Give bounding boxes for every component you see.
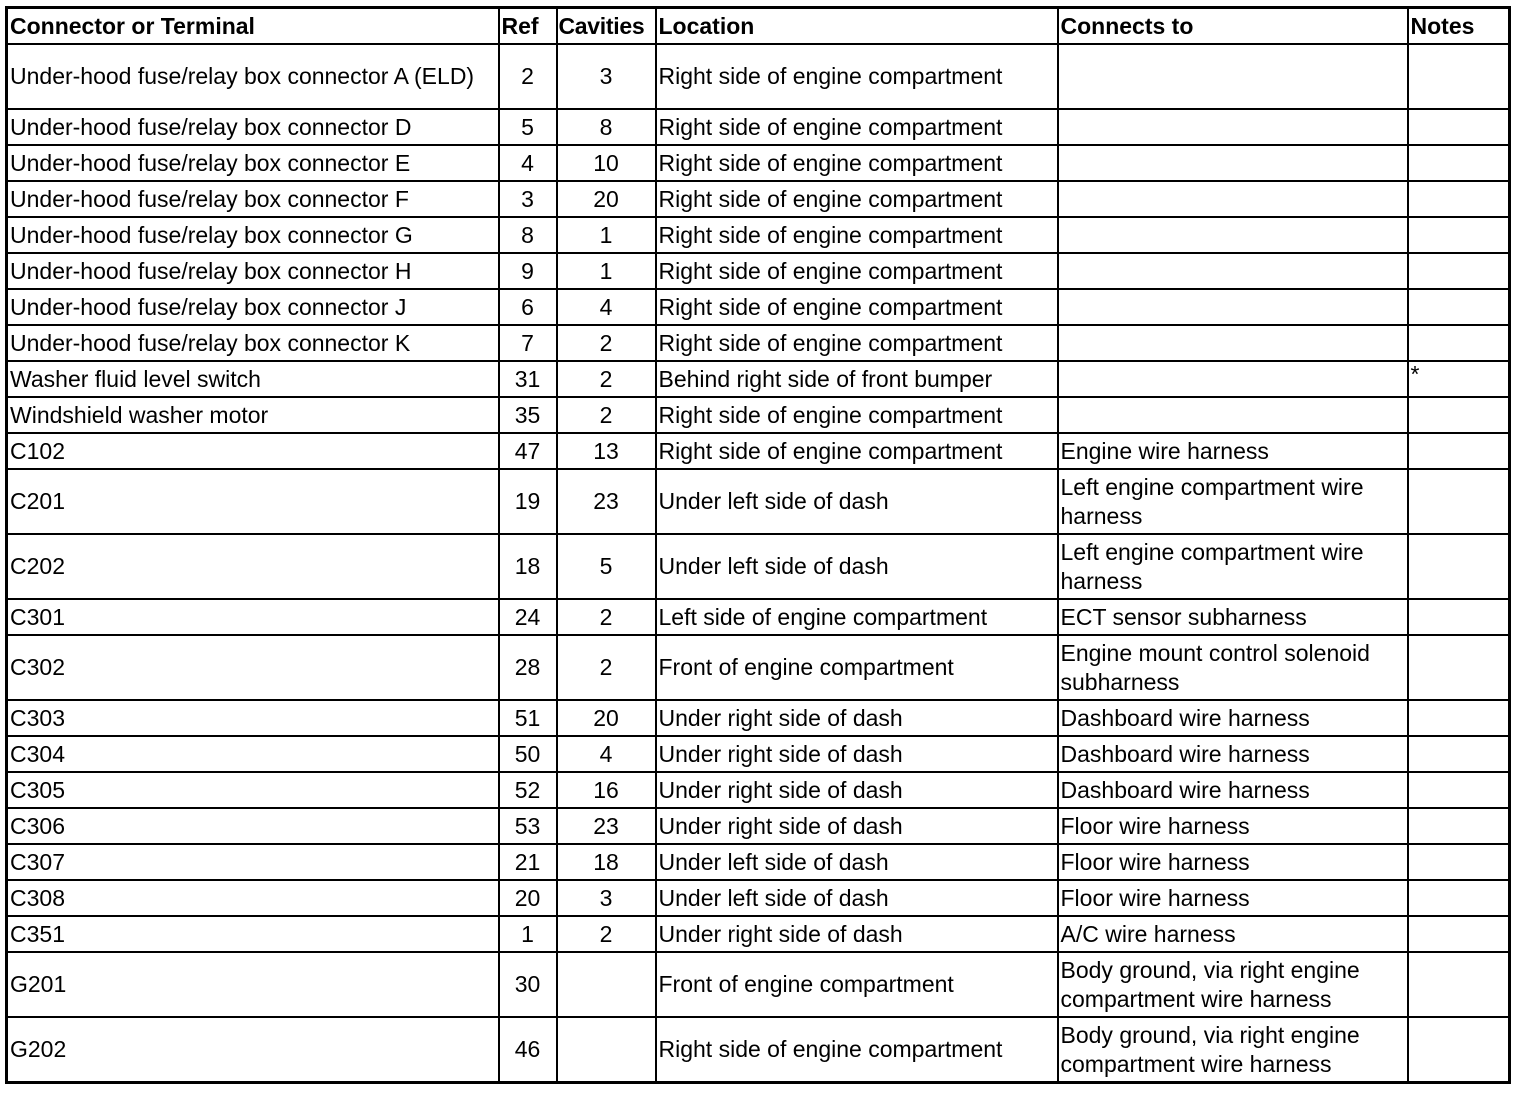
cavities-cell: 20 [557,700,656,736]
cavities-cell: 2 [557,361,656,397]
notes-cell [1408,109,1510,145]
notes-cell [1408,599,1510,635]
table-row [7,1017,1510,1083]
ref-cell: 3 [499,181,557,217]
connector-cell: C308 [7,880,499,916]
table-body [7,44,1510,1083]
location-cell: Under left side of dash [656,469,1058,534]
notes-cell [1408,325,1510,361]
cavities-cell: 2 [557,916,656,952]
cavities-cell: 16 [557,772,656,808]
cavities-cell: 2 [557,397,656,433]
connector-cell: G201 [7,952,499,1017]
location-cell: Right side of engine compartment [656,325,1058,361]
location-cell: Under right side of dash [656,808,1058,844]
table-row [7,253,1510,289]
location-cell: Right side of engine compartment [656,289,1058,325]
table-row [7,325,1510,361]
connector-cell: C307 [7,844,499,880]
table-row [7,181,1510,217]
location-cell: Right side of engine compartment [656,109,1058,145]
location-cell: Under right side of dash [656,916,1058,952]
connector-cell: Under-hood fuse/relay box connector E [7,145,499,181]
connector-cell: C304 [7,736,499,772]
connects-to-cell [1058,397,1408,433]
table-row [7,44,1510,109]
connects-to-cell: Engine wire harness [1058,433,1408,469]
connects-to-cell: A/C wire harness [1058,916,1408,952]
cavities-cell: 2 [557,325,656,361]
ref-cell: 18 [499,534,557,599]
notes-cell: * [1408,361,1510,397]
location-cell: Right side of engine compartment [656,181,1058,217]
notes-cell [1408,635,1510,700]
notes-cell [1408,808,1510,844]
cavities-cell: 3 [557,880,656,916]
connects-to-cell [1058,44,1408,109]
ref-cell: 9 [499,253,557,289]
table-row [7,808,1510,844]
table-row [7,534,1510,599]
connector-table [5,6,1511,1084]
table-row [7,952,1510,1017]
location-cell: Under right side of dash [656,772,1058,808]
ref-cell: 1 [499,916,557,952]
cavities-cell: 8 [557,109,656,145]
table-row [7,916,1510,952]
location-cell: Under left side of dash [656,844,1058,880]
table-row [7,599,1510,635]
ref-cell: 50 [499,736,557,772]
notes-cell [1408,217,1510,253]
notes-cell [1408,880,1510,916]
connector-cell: C306 [7,808,499,844]
notes-cell [1408,916,1510,952]
connects-to-cell: Dashboard wire harness [1058,772,1408,808]
location-cell: Under right side of dash [656,700,1058,736]
table-row [7,772,1510,808]
connects-to-cell: Body ground, via right engine compartment wire harness [1058,952,1408,1017]
table-row [7,880,1510,916]
notes-cell [1408,397,1510,433]
notes-cell [1408,772,1510,808]
cavities-cell: 4 [557,736,656,772]
cavities-cell: 1 [557,217,656,253]
notes-cell [1408,433,1510,469]
notes-cell [1408,181,1510,217]
ref-cell: 19 [499,469,557,534]
cavities-cell: 23 [557,808,656,844]
notes-cell [1408,289,1510,325]
connects-to-cell [1058,325,1408,361]
location-cell: Right side of engine compartment [656,397,1058,433]
location-cell: Right side of engine compartment [656,145,1058,181]
ref-cell: 30 [499,952,557,1017]
connector-cell: Under-hood fuse/relay box connector G [7,217,499,253]
connector-cell: Under-hood fuse/relay box connector D [7,109,499,145]
connects-to-cell [1058,145,1408,181]
ref-cell: 21 [499,844,557,880]
location-cell: Under left side of dash [656,534,1058,599]
connector-cell: C351 [7,916,499,952]
cavities-cell: 2 [557,599,656,635]
notes-cell [1408,469,1510,534]
header-ref: Ref [499,8,557,45]
connects-to-cell [1058,109,1408,145]
connector-cell: C202 [7,534,499,599]
ref-cell: 35 [499,397,557,433]
notes-cell [1408,700,1510,736]
connects-to-cell [1058,253,1408,289]
connector-cell: Under-hood fuse/relay box connector J [7,289,499,325]
location-cell: Right side of engine compartment [656,1017,1058,1083]
location-cell: Behind right side of front bumper [656,361,1058,397]
ref-cell: 24 [499,599,557,635]
connects-to-cell: Left engine compartment wire harness [1058,469,1408,534]
table-row [7,145,1510,181]
connects-to-cell [1058,361,1408,397]
connector-cell: G202 [7,1017,499,1083]
table-row [7,217,1510,253]
ref-cell: 28 [499,635,557,700]
connects-to-cell: Dashboard wire harness [1058,700,1408,736]
table-row [7,635,1510,700]
header-connector: Connector or Terminal [7,8,499,45]
ref-cell: 2 [499,44,557,109]
table-row [7,109,1510,145]
ref-cell: 8 [499,217,557,253]
table-row [7,361,1510,397]
notes-cell [1408,952,1510,1017]
notes-cell [1408,1017,1510,1083]
cavities-cell: 1 [557,253,656,289]
connects-to-cell: Floor wire harness [1058,808,1408,844]
header-row [7,8,1510,45]
connects-to-cell: ECT sensor subharness [1058,599,1408,635]
location-cell: Right side of engine compartment [656,253,1058,289]
ref-cell: 31 [499,361,557,397]
connects-to-cell [1058,181,1408,217]
connector-cell: Under-hood fuse/relay box connector K [7,325,499,361]
connector-cell: C302 [7,635,499,700]
connector-cell: Windshield washer motor [7,397,499,433]
connector-cell: C102 [7,433,499,469]
header-connects-to: Connects to [1058,8,1408,45]
location-cell: Under right side of dash [656,736,1058,772]
connector-cell: C301 [7,599,499,635]
ref-cell: 7 [499,325,557,361]
table-row [7,289,1510,325]
cavities-cell: 13 [557,433,656,469]
connects-to-cell [1058,217,1408,253]
cavities-cell [557,952,656,1017]
notes-cell [1408,736,1510,772]
connects-to-cell: Body ground, via right engine compartment wire harness [1058,1017,1408,1083]
connects-to-cell: Floor wire harness [1058,880,1408,916]
connector-cell: C303 [7,700,499,736]
connects-to-cell [1058,289,1408,325]
cavities-cell: 5 [557,534,656,599]
cavities-cell: 10 [557,145,656,181]
connector-cell: C305 [7,772,499,808]
notes-cell [1408,253,1510,289]
table-row [7,433,1510,469]
ref-cell: 52 [499,772,557,808]
location-cell: Front of engine compartment [656,635,1058,700]
table-row [7,397,1510,433]
location-cell: Right side of engine compartment [656,217,1058,253]
cavities-cell: 4 [557,289,656,325]
ref-cell: 6 [499,289,557,325]
ref-cell: 51 [499,700,557,736]
connects-to-cell: Engine mount control solenoid subharness [1058,635,1408,700]
location-cell: Left side of engine compartment [656,599,1058,635]
header-cavities: Cavities [557,8,656,45]
location-cell: Front of engine compartment [656,952,1058,1017]
header-location: Location [656,8,1058,45]
connects-to-cell: Floor wire harness [1058,844,1408,880]
connector-cell: Washer fluid level switch [7,361,499,397]
notes-cell [1408,44,1510,109]
connects-to-cell: Left engine compartment wire harness [1058,534,1408,599]
ref-cell: 47 [499,433,557,469]
table-row [7,700,1510,736]
cavities-cell: 23 [557,469,656,534]
location-cell: Right side of engine compartment [656,44,1058,109]
cavities-cell: 3 [557,44,656,109]
notes-cell [1408,145,1510,181]
ref-cell: 53 [499,808,557,844]
cavities-cell: 20 [557,181,656,217]
notes-cell [1408,534,1510,599]
location-cell: Right side of engine compartment [656,433,1058,469]
cavities-cell [557,1017,656,1083]
connector-cell: Under-hood fuse/relay box connector A (ELD) [7,44,499,109]
table-row [7,844,1510,880]
ref-cell: 20 [499,880,557,916]
location-cell: Under left side of dash [656,880,1058,916]
ref-cell: 4 [499,145,557,181]
table-row [7,469,1510,534]
ref-cell: 46 [499,1017,557,1083]
cavities-cell: 2 [557,635,656,700]
connector-cell: C201 [7,469,499,534]
header-notes: Notes [1408,8,1510,45]
ref-cell: 5 [499,109,557,145]
connector-cell: Under-hood fuse/relay box connector F [7,181,499,217]
table-row [7,736,1510,772]
connector-cell: Under-hood fuse/relay box connector H [7,253,499,289]
notes-cell [1408,844,1510,880]
cavities-cell: 18 [557,844,656,880]
connects-to-cell: Dashboard wire harness [1058,736,1408,772]
